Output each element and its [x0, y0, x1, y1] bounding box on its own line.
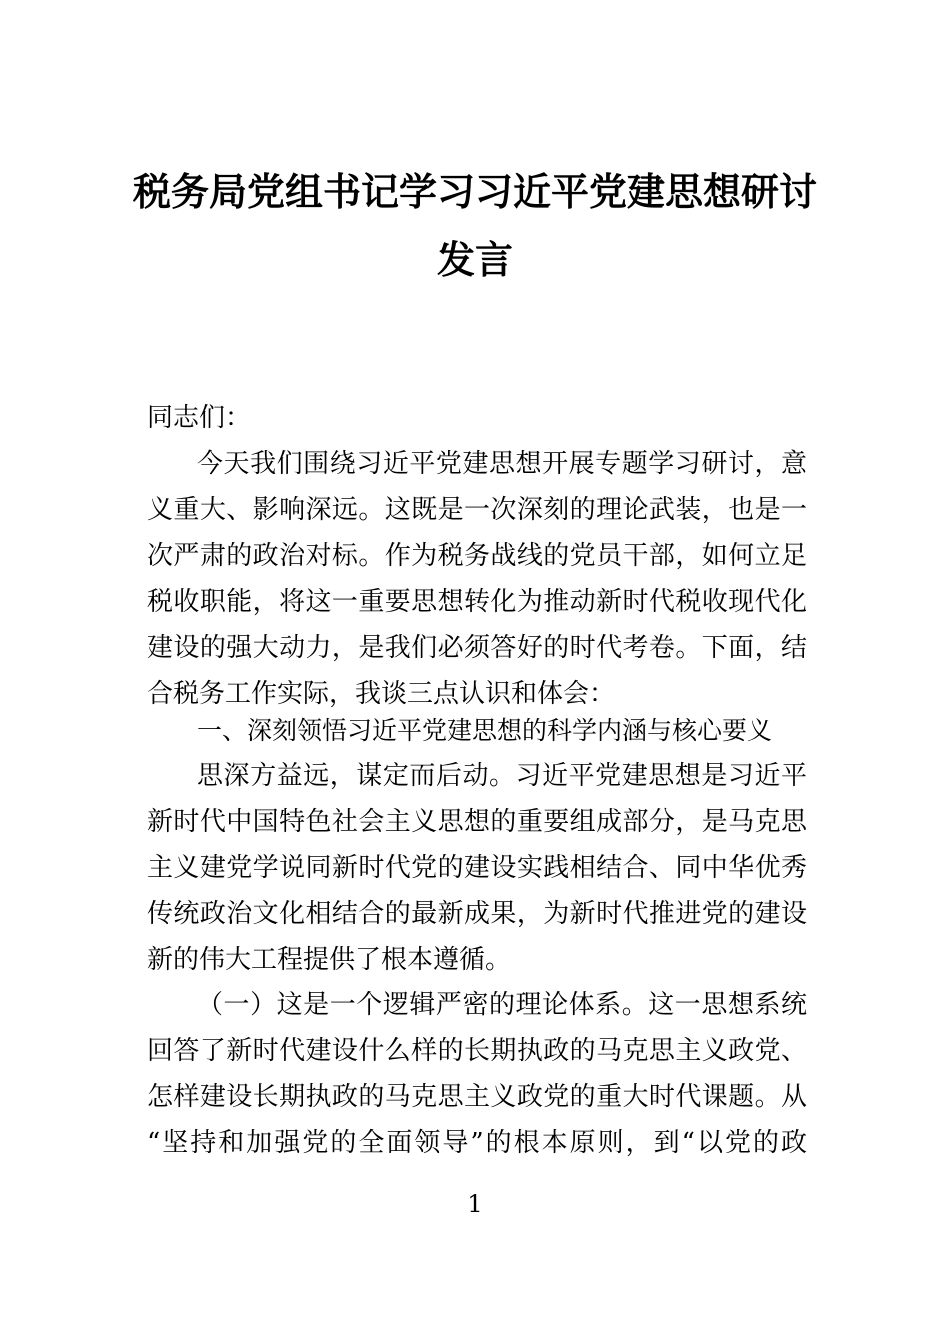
document-title-line-1: 税务局党组书记学习习近平党建思想研讨: [132, 169, 817, 214]
paragraph-line: 次严肃的政治对标。作为税务战线的党员干部，如何立足: [147, 541, 807, 571]
page-number: 1: [467, 1190, 483, 1218]
paragraph-line: 合税务工作实际，我谈三点认识和体会：: [147, 679, 616, 709]
paragraph-line: 今天我们围绕习近平党建思想开展专题学习研讨，意: [197, 449, 807, 479]
paragraph-line: 怎样建设长期执政的马克思主义政党的重大时代课题。从: [147, 1082, 807, 1112]
paragraph-line: 主义建党学说同新时代党的建设实践相结合、同中华优秀: [147, 853, 807, 883]
paragraph-line: “坚持和加强党的全面领导”的根本原则，到“以党的政: [147, 1128, 807, 1158]
paragraph-line: 义重大、影响深远。这既是一次深刻的理论武装，也是一: [147, 495, 807, 525]
document-title-line-2: 发言: [436, 237, 513, 282]
paragraph-line: 回答了新时代建设什么样的长期执政的马克思主义政党、: [147, 1036, 807, 1066]
salutation: 同志们：: [147, 403, 252, 433]
section-heading: 一、深刻领悟习近平党建思想的科学内涵与核心要义: [197, 716, 773, 745]
paragraph-line: 思深方益远，谋定而后动。习近平党建思想是习近平: [197, 761, 807, 791]
paragraph-line: 传统政治文化相结合的最新成果，为新时代推进党的建设: [147, 899, 807, 929]
paragraph-line: （一）这是一个逻辑严密的理论体系。这一思想系统: [197, 990, 807, 1020]
paragraph-line: 税收职能，将这一重要思想转化为推动新时代税收现代化: [147, 587, 807, 617]
paragraph-line: 建设的强大动力，是我们必须答好的时代考卷。下面，结: [147, 633, 807, 663]
paragraph-line: 新时代中国特色社会主义思想的重要组成部分，是马克思: [147, 807, 807, 837]
paragraph-line: 新的伟大工程提供了根本遵循。: [147, 945, 512, 975]
